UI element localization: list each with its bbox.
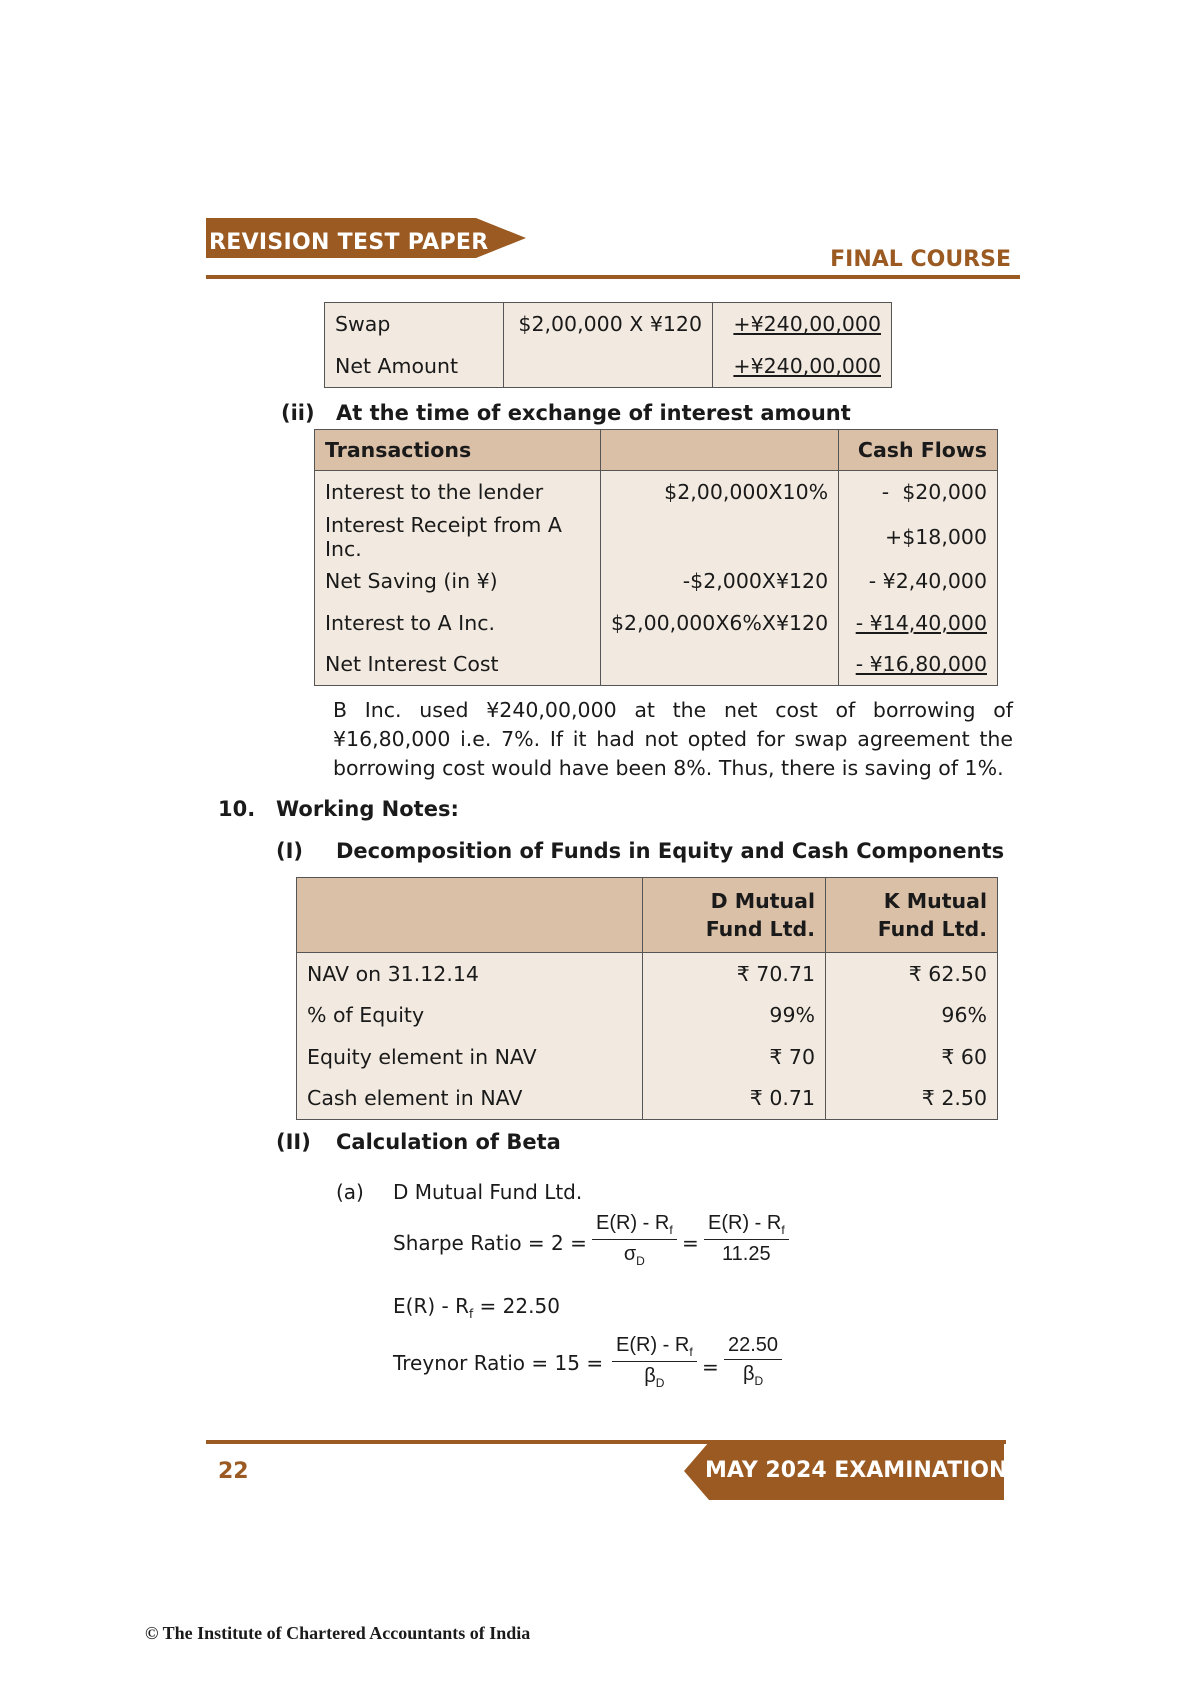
table-row <box>297 1078 998 1120</box>
cell-value: +¥240,00,000 <box>733 312 881 336</box>
question-title: Working Notes: <box>276 797 459 821</box>
table-cell <box>504 345 713 388</box>
beta-symbol: β <box>644 1365 656 1387</box>
table-cell: Swap <box>325 303 504 346</box>
table-cell: ₹ 2.50 <box>921 1086 987 1111</box>
equals-sign: = <box>702 1355 719 1379</box>
er-value: = 22.50 <box>473 1294 560 1318</box>
cell-value: - ¥14,40,000 <box>855 610 987 635</box>
table-cell: Net Amount <box>325 345 504 388</box>
numerator-text: E(R) - R <box>708 1212 782 1234</box>
table-cell: - ¥2,40,000 <box>868 569 987 594</box>
table-row <box>297 995 998 1037</box>
table-cell: ₹ 62.50 <box>908 961 987 986</box>
table-cell: Interest to the lender <box>315 471 601 513</box>
table-cell: $2,00,000X6%X¥120 <box>601 602 839 644</box>
column-header: Cash Flows <box>839 430 998 471</box>
beta-symbol: β <box>742 1363 755 1385</box>
fraction-denominator: 11.25 <box>722 1243 771 1265</box>
subscript: f <box>669 1223 673 1237</box>
table-cell <box>713 303 892 346</box>
table-row <box>297 953 998 995</box>
table-row <box>315 561 998 603</box>
table-cell <box>839 644 998 686</box>
header-rule <box>206 275 1020 279</box>
sharpe-fraction-2 <box>704 1212 789 1266</box>
column-header <box>601 430 839 471</box>
fraction-numerator <box>612 1334 697 1362</box>
column-header: Transactions <box>315 430 601 471</box>
treynor-fraction-1 <box>612 1334 697 1390</box>
table-cell: ₹ 60 <box>941 1044 987 1069</box>
table-cell: Interest to A Inc. <box>315 602 601 644</box>
fraction-numerator: 22.50 <box>724 1334 782 1360</box>
section-title: Calculation of Beta <box>336 1130 561 1154</box>
conclusion-paragraph: B Inc. used ¥240,00,000 at the net cost of borrowing of ¥16,80,000 i.e. 7%. If it had not opted for swap agreement the borrowing cost would have been 8%. Thus, there is saving of 1%. <box>333 698 1013 780</box>
fraction-denominator <box>724 1360 782 1388</box>
fund-table <box>296 877 998 1120</box>
subscript: f <box>468 1307 474 1321</box>
subscript: f <box>689 1345 693 1359</box>
subscript: D <box>754 1374 764 1388</box>
table-row <box>315 471 998 513</box>
table-cell: ₹ 0.71 <box>643 1078 826 1120</box>
table-cell: Equity element in NAV <box>297 1036 643 1078</box>
table-cell: 99% <box>643 995 826 1037</box>
table-row <box>325 303 892 346</box>
sigma-symbol: σ <box>623 1243 637 1265</box>
course-label: FINAL COURSE <box>830 247 1011 272</box>
column-header <box>297 878 643 953</box>
sharpe-label: Sharpe Ratio = 2 = <box>393 1231 587 1255</box>
fraction-numerator <box>592 1212 677 1240</box>
equals-sign: = <box>682 1231 699 1255</box>
table-cell: Interest Receipt from A Inc. <box>315 513 601 561</box>
sharpe-fraction-1 <box>592 1212 677 1268</box>
copyright-notice: © The Institute of Chartered Accountants of India <box>145 1623 531 1643</box>
fraction-denominator <box>592 1240 677 1268</box>
section-title: Decomposition of Funds in Equity and Cash Components <box>336 839 1005 863</box>
column-header: K Mutual Fund Ltd. <box>826 878 998 953</box>
column-header: D Mutual Fund Ltd. <box>643 878 826 953</box>
table-cell: $2,00,000 X ¥120 <box>504 303 713 346</box>
sub-number: (a) <box>336 1180 364 1204</box>
table-row <box>325 345 892 388</box>
table-row <box>297 1036 998 1078</box>
subscript: D <box>636 1254 645 1268</box>
table-cell: ₹ 70 <box>643 1036 826 1078</box>
table-row <box>315 644 998 686</box>
table-cell: Net Interest Cost <box>315 644 601 686</box>
section-title: At the time of exchange of interest amount <box>336 401 851 425</box>
table-cell: Cash element in NAV <box>297 1078 643 1120</box>
fraction-denominator <box>612 1362 697 1390</box>
sub-title: D Mutual Fund Ltd. <box>393 1180 583 1204</box>
interest-table <box>314 429 998 686</box>
header-title: REVISION TEST PAPER <box>209 230 489 255</box>
table-cell: - $20,000 <box>881 479 987 504</box>
section-number: (II) <box>276 1130 311 1154</box>
section-number: (ii) <box>281 401 315 425</box>
subscript: f <box>781 1223 785 1237</box>
table-row <box>315 602 998 644</box>
table-cell <box>601 513 839 561</box>
table-header-row <box>297 878 998 953</box>
subscript: D <box>655 1376 665 1390</box>
question-number: 10. <box>218 797 256 821</box>
cell-value: +¥240,00,000 <box>733 354 881 378</box>
exam-label: MAY 2024 EXAMINATION <box>705 1458 1008 1483</box>
er-text: E(R) - R <box>393 1294 469 1318</box>
table-cell: -$2,000X¥120 <box>601 561 839 603</box>
table-cell: 96% <box>941 1003 987 1028</box>
numerator-text: E(R) - R <box>616 1334 690 1356</box>
table-cell: +$18,000 <box>885 524 987 549</box>
table-header-row <box>315 430 998 471</box>
treynor-fraction-2 <box>724 1334 782 1388</box>
table-row <box>315 513 998 561</box>
table-cell: $2,00,000X10% <box>601 471 839 513</box>
table-cell: ₹ 70.71 <box>643 953 826 995</box>
table-cell <box>839 602 998 644</box>
excess-return-line <box>393 1294 560 1321</box>
cell-value: - ¥16,80,000 <box>855 652 987 677</box>
treynor-label: Treynor Ratio = 15 = <box>393 1351 604 1375</box>
numerator-text: E(R) - R <box>596 1212 670 1234</box>
fraction-numerator <box>704 1212 789 1240</box>
page-number: 22 <box>218 1459 249 1484</box>
table-cell: NAV on 31.12.14 <box>297 953 643 995</box>
swap-table <box>324 302 892 388</box>
table-cell: % of Equity <box>297 995 643 1037</box>
table-cell <box>601 644 839 686</box>
table-cell <box>713 345 892 388</box>
section-number: (I) <box>276 839 304 863</box>
table-cell: Net Saving (in ¥) <box>315 561 601 603</box>
